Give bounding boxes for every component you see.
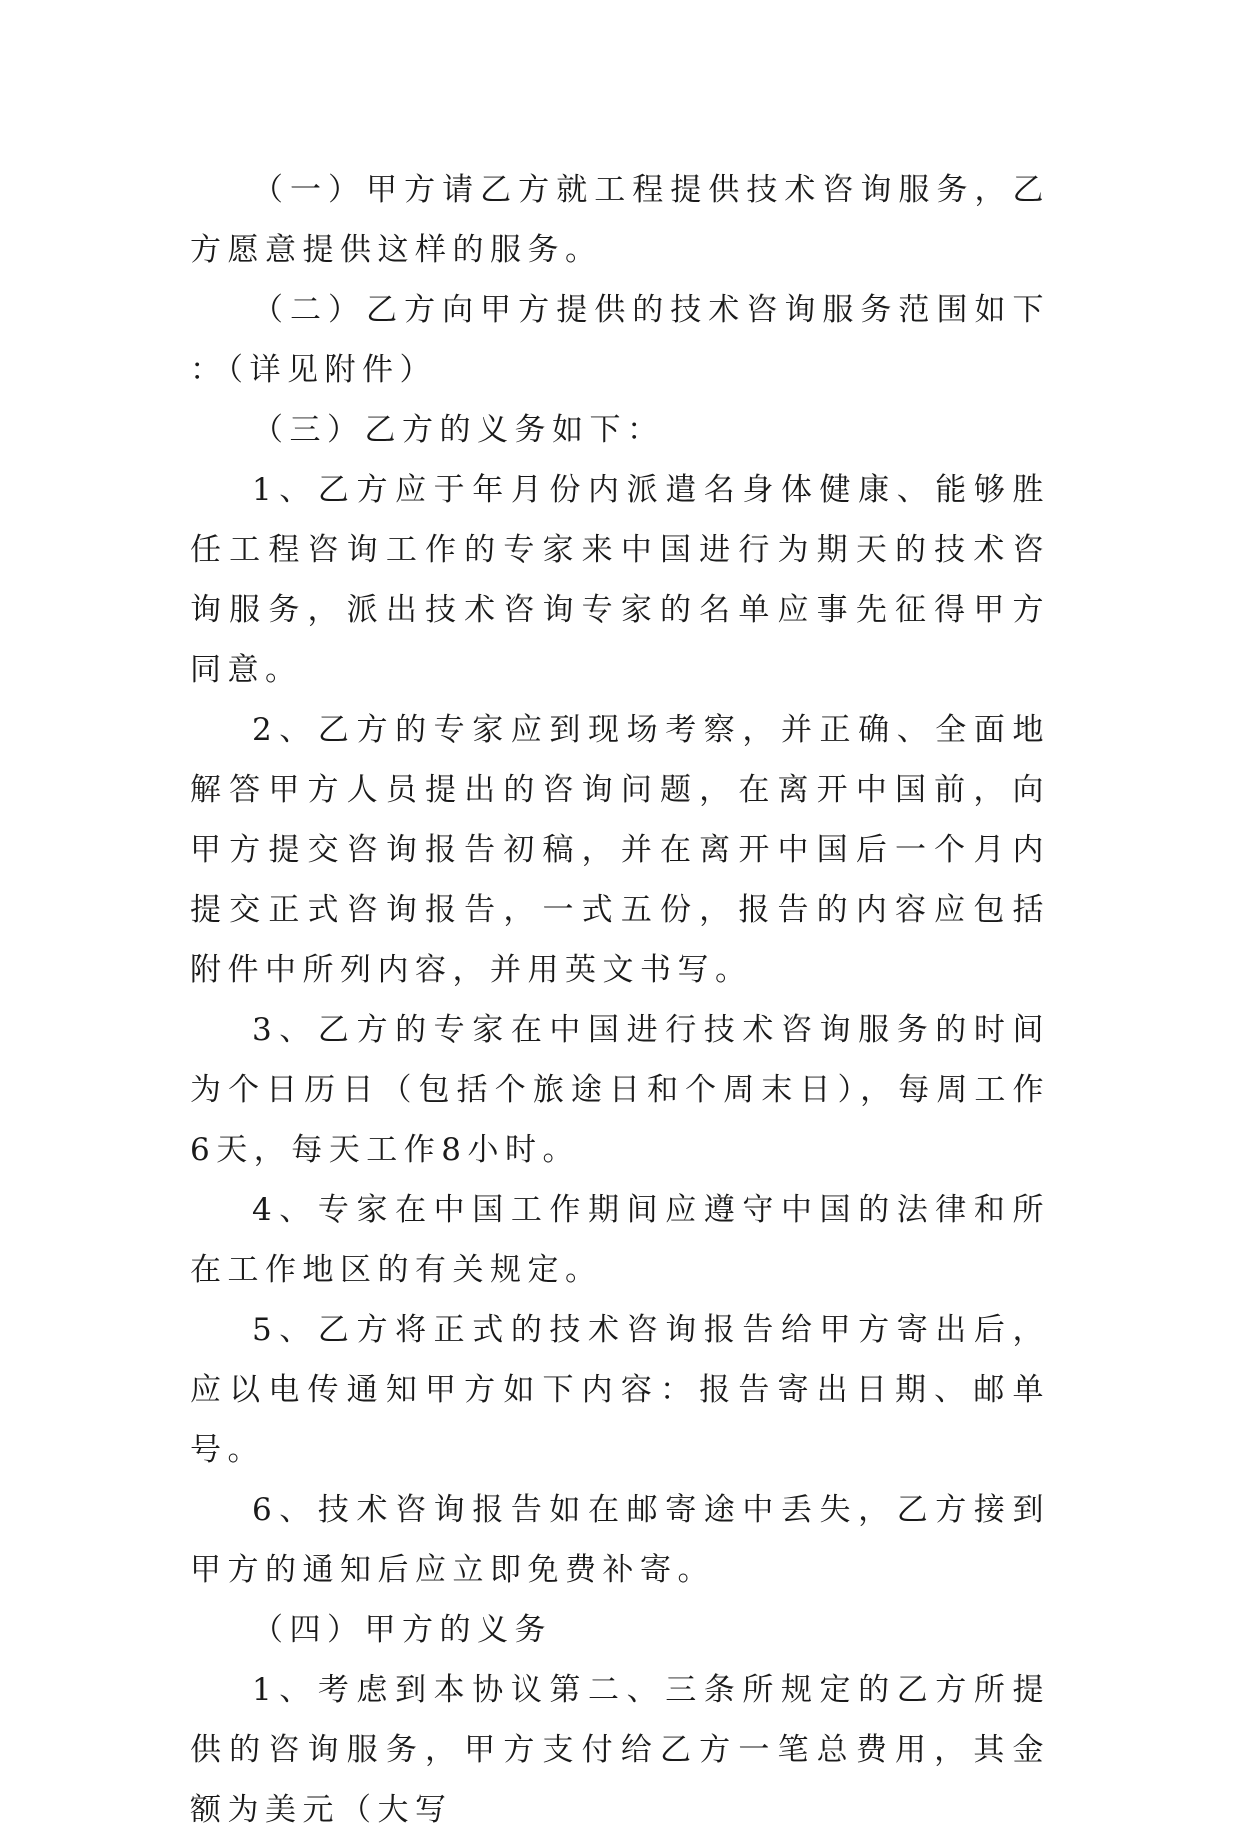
paragraph-clause-3-1: 1、乙方应于年月份内派遣名身体健康、能够胜任工程咨询工作的专家来中国进行为期天的技术咨询服务，派出技术咨询专家的名单应事先征得甲方同意。 (190, 472, 1050, 688)
paragraph-clause-3-3: 3、乙方的专家在中国进行技术咨询服务的时间为个日历日（包括个旅途日和个周末日），每周工作6天，每天工作8小时。 (190, 1012, 1050, 1168)
paragraph-section-1: （一）甲方请乙方就工程提供技术咨询服务，乙方愿意提供这样的服务。 (190, 172, 1050, 268)
paragraph-clause-3-5: 5、乙方将正式的技术咨询报告给甲方寄出后，应以电传通知甲方如下内容：报告寄出日期、邮单号。 (190, 1312, 1050, 1468)
paragraph-section-3-heading: （三）乙方的义务如下： (252, 412, 665, 448)
document-body (190, 160, 1050, 1840)
paragraph-clause-3-6: 6、技术咨询报告如在邮寄途中丢失，乙方接到甲方的通知后应立即免费补寄。 (190, 1492, 1050, 1588)
paragraph-section-4-heading: （四）甲方的义务 (252, 1612, 552, 1648)
paragraph-clause-3-4: 4、专家在中国工作期间应遵守中国的法律和所在工作地区的有关规定。 (190, 1192, 1050, 1288)
paragraph-section-2: （二）乙方向甲方提供的技术咨询服务范围如下：（详见附件） (190, 292, 1050, 388)
paragraph-clause-4-1: 1、考虑到本协议第二、三条所规定的乙方所提供的咨询服务，甲方支付给乙方一笔总费用，其金额为美元（大写 (190, 1672, 1050, 1828)
paragraph-clause-3-2: 2、乙方的专家应到现场考察，并正确、全面地解答甲方人员提出的咨询问题，在离开中国前，向甲方提交咨询报告初稿，并在离开中国后一个月内提交正式咨询报告，一式五份，报告的内容应包括附件中所列内容，并用英文书写。 (190, 712, 1050, 988)
